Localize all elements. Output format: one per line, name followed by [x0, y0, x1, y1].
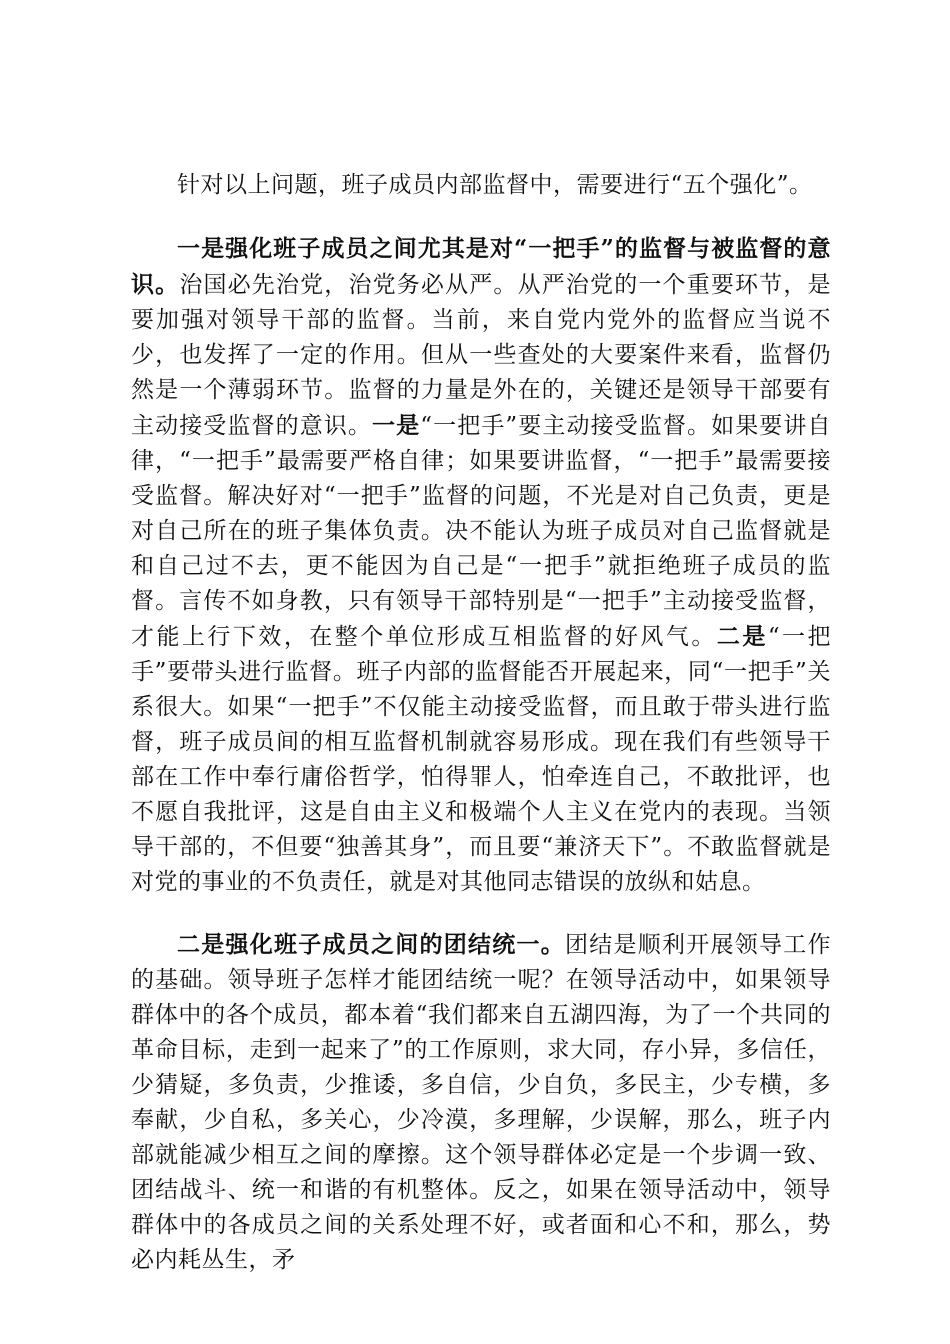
paragraph-second-point — [131, 927, 831, 1278]
paragraph-text: “一把手”要主动接受监督。如果要讲自律，“一把手”最需要严格自律；如果要讲监督，“一把手”最需要接受监督。解决好对“一把手”监督的问题，不光是对自己负责，更是对自己所在的班子集体负责。决不能认为班子成员对自己监督就是和自己过不去，更不能因为自己是“一把手”就拒绝班子成员的监督。言传不如身教，只有领导干部特别是“一把手”主动接受监督，才能上行下效，在整个单位形成互相监督的好风气。 — [131, 413, 832, 650]
paragraph-first-point — [131, 231, 831, 900]
sub-point-marker: 一是 — [372, 412, 421, 439]
heading-first-point: 一是强化班子成员之间尤其是对“一把手”的监督与被监督的意识。 — [131, 235, 831, 298]
document-body — [131, 168, 831, 1306]
sub-point-marker: 二是 — [716, 623, 768, 650]
paragraph-text: “一把手”要带头进行监督。班子内部的监督能否开展起来，同“一把手”关系很大。如果“一把手”不仅能主动接受监督，而且敢于带头进行监督，班子成员间的相互监督机制就容易形成。现在我们有些领导干部在工作中奉行庸俗哲学，怕得罪人，怕牵连自己，不敢批评，也不愿自我批评，这是自由主义和极端个人主义在党内的表现。当领导干部的，不但要“独善其身”，而且要“兼济天下”。不敢监督就是对党的事业的不负责任，就是对其他同志错误的放纵和姑息。 — [131, 624, 832, 895]
paragraph-text: 治国必先治党，治党务必从严。从严治党的一个重要环节，是要加强对领导干部的监督。当前，来自党内党外的监督应当说不少，也发挥了一定的作用。但从一些查处的大要案件来看，监督仍然是一个薄弱环节。监督的力量是外在的，关键还是领导干部要有主动接受监督的意识。 — [131, 272, 832, 439]
paragraph-intro — [131, 168, 831, 203]
heading-second-point: 二是强化班子成员之间的团结统一。 — [177, 931, 565, 958]
paragraph-text: 团结是顺利开展领导工作的基础。领导班子怎样才能团结统一呢？在领导活动中，如果领导群体中的各个成员，都本着“我们都来自五湖四海，为了一个共同的革命目标，走到一起来了”的工作原则，求大同，存小异，多信任，少猜疑，多负责，少推诿，多自信，少自负，多民主，少专横，多奉献，少自私，多关心，少冷漠，多理解，少误解，那么，班子内部就能减少相互之间的摩擦。这个领导群体必定是一个步调一致、团结战斗、统一和谐的有机整体。反之，如果在领导活动中，领导群体中的各成员之间的关系处理不好，或者面和心不和，那么，势必内耗丛生，矛 — [131, 932, 831, 1273]
paragraph-text: 针对以上问题，班子成员内部监督中，需要进行“五个强化”。 — [177, 172, 813, 198]
